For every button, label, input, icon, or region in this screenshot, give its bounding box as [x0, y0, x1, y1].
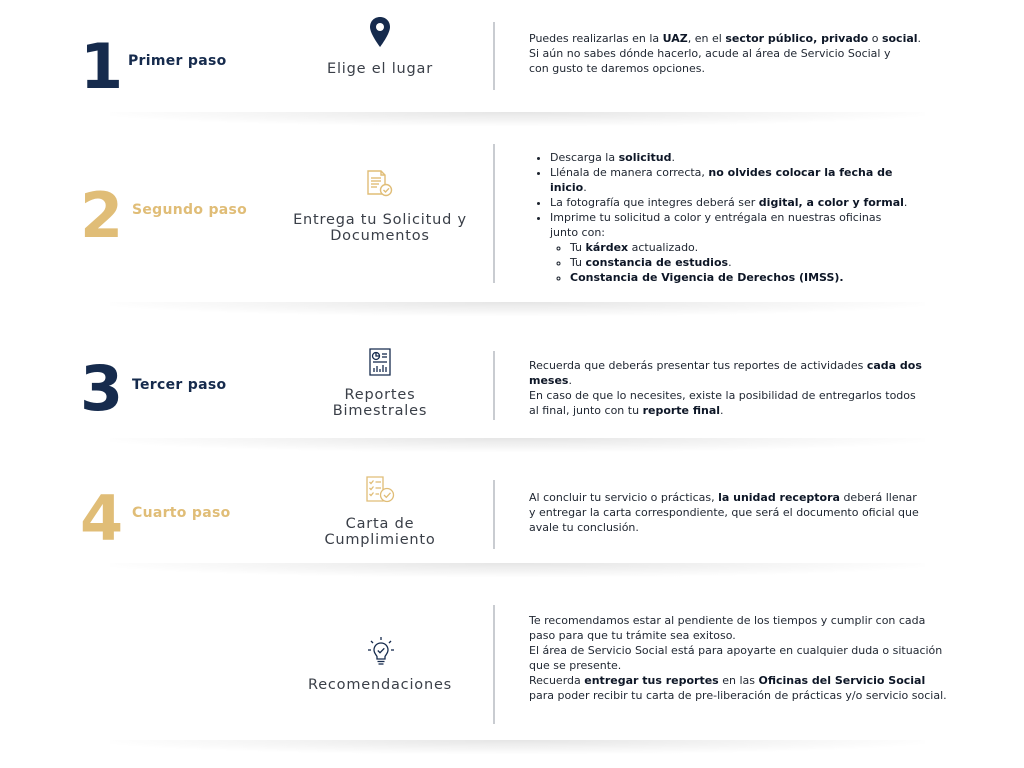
step-1-section: [0, 0, 1024, 130]
section-shadow: [110, 740, 925, 754]
sub-list-item: ◦ Constancia de Vigencia de Derechos (IMSS).: [570, 270, 909, 285]
step-title: Segundo paso: [132, 202, 248, 218]
recommendations-section: [0, 590, 1024, 750]
list-item: • La fotografía que integres deberá ser digital, a color y formal.: [550, 195, 909, 210]
divider: [493, 351, 495, 420]
document-check-icon: [366, 168, 394, 202]
step-number: 1: [80, 30, 122, 103]
section-shadow: [110, 112, 925, 126]
sub-list-item: ◦ Tu constancia de estudios.: [570, 255, 909, 270]
step-number: 4: [80, 482, 122, 555]
list-item: • Imprime tu solicitud a color y entrégala en nuestras oficinas junto con: ◦ Tu kárdex actualizado. ◦ Tu constancia de estudios. ◦ Constancia de Vigencia de Derechos (IMSS).: [550, 210, 909, 285]
step-2-section: [0, 130, 1024, 310]
section-shadow: [110, 302, 925, 316]
step-description: Recuerda que deberás presentar tus reportes de actividades cada dos meses. En caso de que lo necesites, existe la posibilidad de entregarlos todos al final, junto con tu reporte final.: [529, 359, 922, 417]
step-title: Tercer paso: [132, 377, 227, 393]
step-title: Cuarto paso: [132, 505, 231, 521]
step-label: Elige el lugar: [327, 61, 433, 77]
divider: [493, 605, 495, 724]
location-pin-icon: [369, 16, 391, 52]
section-shadow: [110, 563, 925, 577]
step-checklist: [529, 150, 909, 285]
step-label: Carta de Cumplimiento: [324, 516, 436, 548]
step-4-section: [0, 460, 1024, 570]
step-number: 3: [80, 352, 122, 425]
list-item: • Llénala de manera correcta, no olvides colocar la fecha de inicio.: [550, 165, 909, 195]
step-title: Primer paso: [128, 53, 227, 69]
divider: [493, 22, 495, 90]
recommendations-label: Recomendaciones: [307, 677, 453, 693]
section-shadow: [110, 438, 925, 452]
sub-list-item: ◦ Tu kárdex actualizado.: [570, 240, 909, 255]
lightbulb-check-icon: [367, 636, 395, 672]
step-label: Entrega tu Solicitud y Documentos: [293, 212, 467, 244]
list-item: • Descarga la solicitud.: [550, 150, 909, 165]
step-number: 2: [80, 179, 122, 252]
divider: [493, 144, 495, 283]
divider: [493, 480, 495, 549]
report-chart-icon: [368, 347, 392, 381]
step-3-section: [0, 330, 1024, 445]
step-description: Al concluir tu servicio o prácticas, la unidad receptora deberá llenar y entregar la carta correspondiente, que será el documento oficial que avale tu conclusión.: [529, 491, 919, 534]
step-label: Reportes Bimestrales: [332, 387, 428, 419]
step-description: Puedes realizarlas en la UAZ, en el sector público, privado o social. Si aún no sabes dónde hacerlo, acude al área de Servicio Social y con gusto te daremos opciones.: [529, 32, 922, 75]
recommendations-text: Te recomendamos estar al pendiente de los tiempos y cumplir con cada paso para que tu trámite sea exitoso. El área de Servicio Social está para apoyarte en cualquier duda o situación que se presente. Recuerda entregar tus reportes en las Oficinas del Servicio Social para poder recibir tu carta de pre-liberación de prácticas y/o servicio social.: [529, 614, 947, 702]
checklist-clock-icon: [365, 475, 397, 509]
